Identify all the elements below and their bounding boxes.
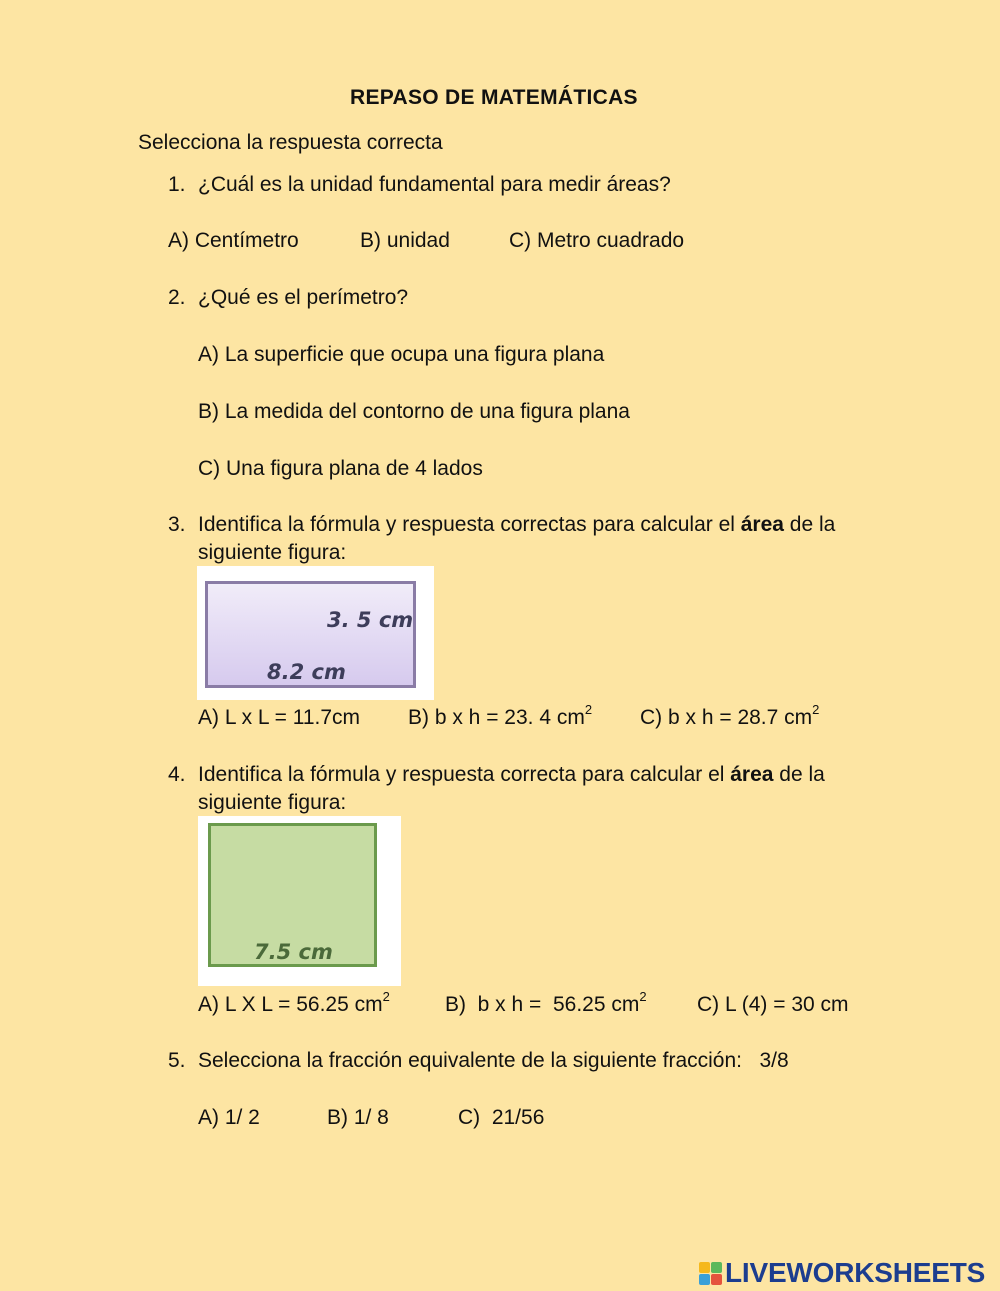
option-text: B) b x h = 56.25 cm <box>445 993 640 1016</box>
q1-option-c[interactable]: C) Metro cuadrado <box>509 229 685 252</box>
question-number: 5. <box>168 1049 186 1072</box>
superscript: 2 <box>584 702 593 717</box>
question-number: 3. <box>168 513 186 536</box>
option-text: B) b x h = 23. 4 cm <box>408 706 585 729</box>
rectangle-figure <box>197 566 434 700</box>
page-title: REPASO DE MATEMÁTICAS <box>350 86 638 109</box>
logo-text: LIVEWORKSHEETS <box>725 1257 986 1288</box>
q2-option-c[interactable]: C) Una figura plana de 4 lados <box>198 457 483 480</box>
option-text: C) b x h = 28.7 cm <box>640 706 813 729</box>
question-text-end: de la <box>783 513 836 536</box>
logo-badge-e <box>711 1274 722 1285</box>
question-text-end: de la <box>773 763 825 786</box>
q1-option-b[interactable]: B) unidad <box>360 229 450 252</box>
question-text: Identifica la fórmula y respuesta correctas para calcular el <box>198 513 741 536</box>
rectangle-base-label: 8.2 cm <box>267 660 346 684</box>
question-number: 4. <box>168 763 186 786</box>
superscript: 2 <box>639 989 647 1004</box>
logo-badge-icon <box>699 1262 722 1285</box>
question-text: ¿Cuál es la unidad fundamental para medir áreas? <box>198 173 671 196</box>
question-number: 1. <box>168 173 186 196</box>
question-text: ¿Qué es el perímetro? <box>198 286 409 309</box>
logo-badge-v <box>699 1274 710 1285</box>
superscript: 2 <box>382 989 390 1004</box>
logo-badge-l <box>699 1262 710 1273</box>
q5-option-c[interactable]: C) 21/56 <box>458 1106 545 1129</box>
question-4-line2: siguiente figura: <box>198 791 347 814</box>
rectangle-height-label: 3. 5 cm <box>327 608 414 632</box>
q1-option-a[interactable]: A) Centímetro <box>168 229 299 252</box>
q3-option-b[interactable] <box>408 702 593 731</box>
question-text-bold: área <box>740 513 784 536</box>
q3-option-a[interactable]: A) L x L = 11.7cm <box>198 706 361 729</box>
square-figure <box>198 816 401 986</box>
instruction: Selecciona la respuesta correcta <box>138 131 443 154</box>
superscript: 2 <box>812 702 820 717</box>
q5-option-b[interactable]: B) 1/ 8 <box>327 1106 389 1129</box>
q2-option-b[interactable]: B) La medida del contorno de una figura plana <box>198 400 630 423</box>
q4-option-a[interactable] <box>198 989 390 1018</box>
q4-option-b[interactable] <box>445 989 647 1018</box>
question-text-bold: área <box>730 763 774 786</box>
question-3 <box>168 512 835 538</box>
q3-option-c[interactable] <box>640 702 820 731</box>
question-3-line2: siguiente figura: <box>198 541 347 564</box>
q2-option-a[interactable]: A) La superficie que ocupa una figura plana <box>198 343 605 366</box>
option-text: A) L X L = 56.25 cm <box>198 993 383 1016</box>
question-5 <box>168 1048 789 1074</box>
q5-option-a[interactable]: A) 1/ 2 <box>198 1106 260 1129</box>
liveworksheets-logo <box>699 1257 985 1289</box>
question-4 <box>168 762 825 788</box>
question-text: Identifica la fórmula y respuesta correcta para calcular el <box>198 763 731 786</box>
question-2 <box>168 285 408 311</box>
logo-badge-i <box>711 1262 722 1273</box>
q4-option-c[interactable]: C) L (4) = 30 cm <box>697 993 849 1016</box>
question-number: 2. <box>168 286 186 309</box>
question-1 <box>168 172 671 198</box>
square-side-label: 7.5 cm <box>254 940 333 964</box>
question-text: Selecciona la fracción equivalente de la siguiente fracción: 3/8 <box>198 1049 789 1072</box>
